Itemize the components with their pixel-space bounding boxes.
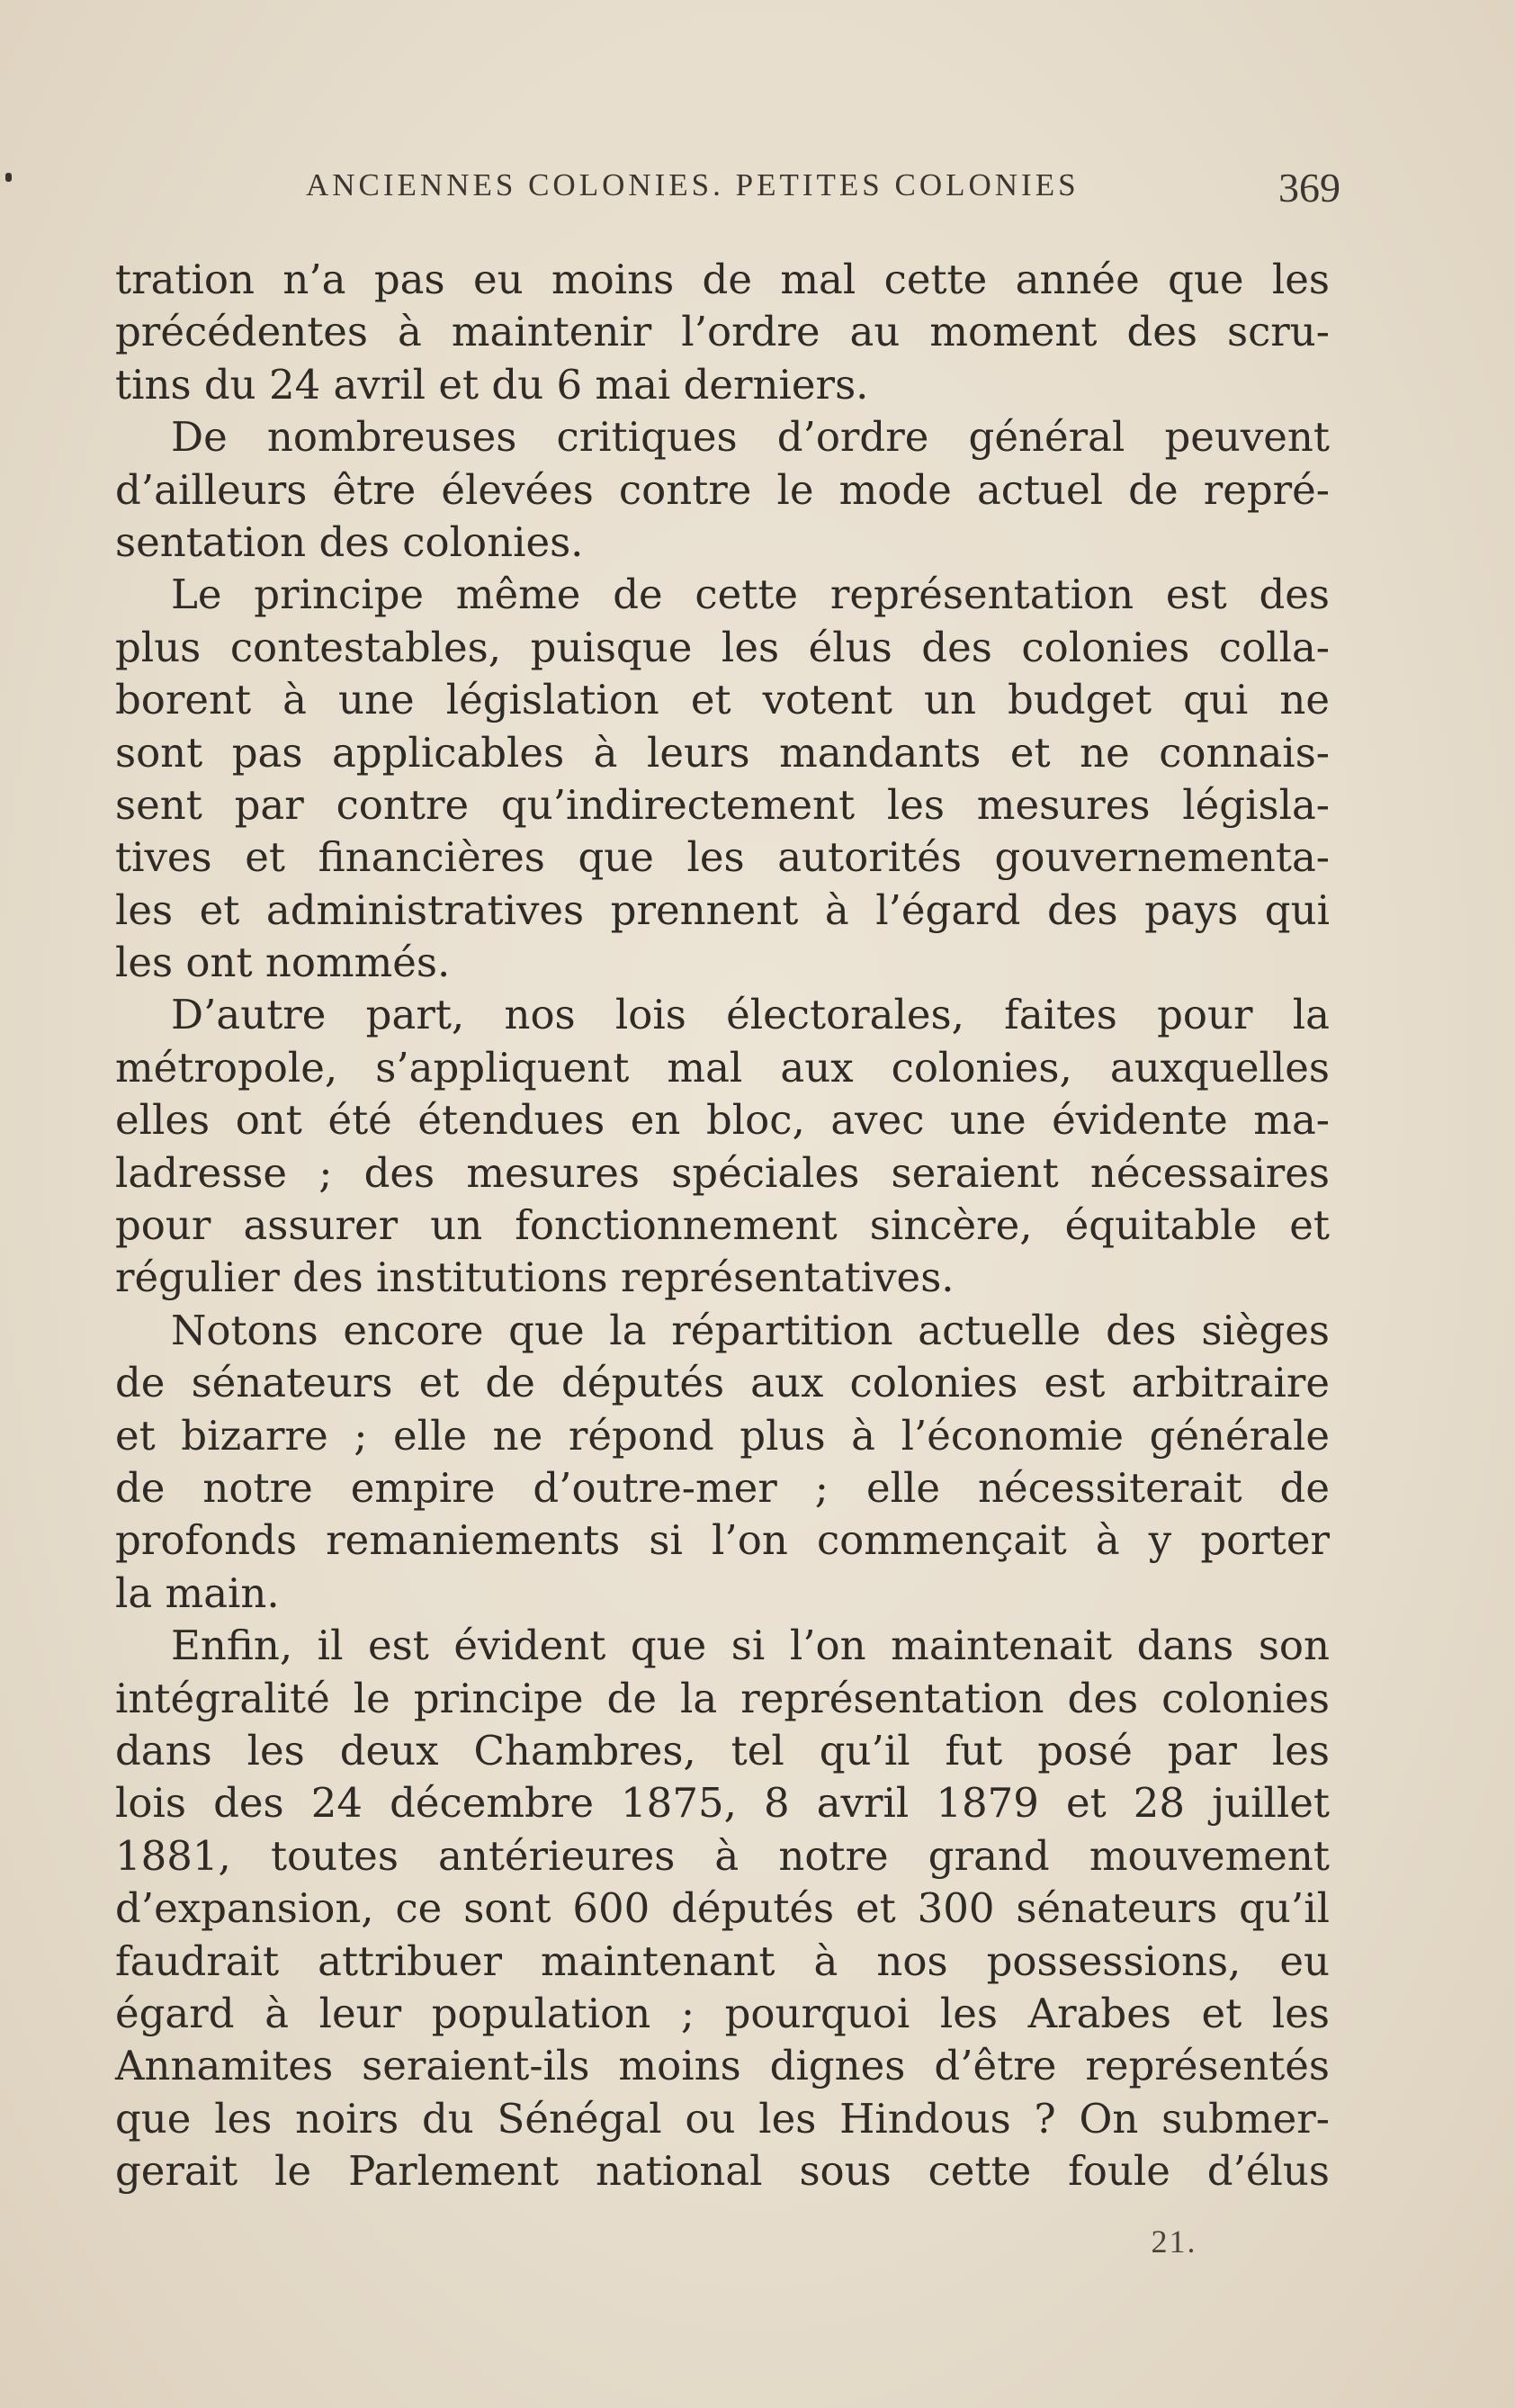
text-line: tins du 24 avril et du 6 mai derniers. [115,360,869,409]
text-line: ladresse ; des mesures spéciales seraient nécessaires [115,1148,1330,1197]
text-line: métropole, s’appliquent mal aux colonies, auxquelles [115,1043,1330,1092]
text-line: borent à une législation et votent un budget qui ne [115,676,1330,724]
text-line: gerait le Parlement national sous cette foule d’élus [115,2147,1330,2196]
text-line: Enfin, il est évident que si l’on maintenait dans son [171,1622,1330,1670]
text-line: tives et financières que les autorités gouvernementa- [115,833,1330,882]
text-line: D’autre part, nos lois électorales, faites pour la [171,991,1330,1039]
running-head [0,167,1515,221]
text-line: dans les deux Chambres, tel qu’il fut posé par les [115,1726,1330,1775]
text-line: plus contestables, puisque les élus des colonies colla- [115,623,1330,671]
text-line: sent par contre qu’indirectement les mesures législa- [115,780,1330,829]
text-line: Annamites seraient-ils moins dignes d’être représentés [115,2042,1330,2090]
text-line: pour assurer un fonctionnement sincère, équitable et [115,1201,1330,1250]
text-line: elles ont été étendues en bloc, avec une évidente ma- [115,1096,1330,1145]
text-line: de sénateurs et de députés aux colonies est arbitraire [115,1359,1330,1407]
page-number: 369 [1278,165,1340,211]
text-line: De nombreuses critiques d’ordre général peuvent [171,413,1330,462]
text-line: d’expansion, ce sont 600 députés et 300 sénateurs qu’il [115,1884,1330,1933]
text-line: profonds remaniements si l’on commençait à y porter [115,1516,1330,1565]
text-line: Notons encore que la répartition actuelle des sièges [171,1306,1330,1354]
text-line: de notre empire d’outre-mer ; elle nécessiterait de [115,1463,1330,1512]
text-line: et bizarre ; elle ne répond plus à l’économie générale [115,1411,1330,1460]
text-line: d’ailleurs être élevées contre le mode actuel de repré- [115,465,1330,514]
text-line: lois des 24 décembre 1875, 8 avril 1879 et 28 juillet [115,1779,1330,1828]
text-line: tration n’a pas eu moins de mal cette année que les [115,256,1330,303]
body-text [115,254,1330,2197]
text-line: les et administratives prennent à l’égard des pays qui [115,885,1330,934]
text-line: précédentes à maintenir l’ordre au moment des scru- [115,308,1330,356]
text-line: régulier des institutions représentatives. [115,1253,955,1302]
running-title: ANCIENNES COLONIES. PETITES COLONIES [306,167,1080,202]
text-line: les ont nommés. [115,939,451,987]
signature-mark: 21. [1151,2224,1197,2260]
text-line: Le principe même de cette représentation est des [171,571,1330,619]
text-line: sentation des colonies. [115,517,584,566]
text-line: égard à leur population ; pourquoi les Arabes et les [115,1989,1330,2037]
text-line: que les noirs du Sénégal ou les Hindous ? On submer- [115,2094,1330,2143]
text-line: intégralité le principe de la représentation des colonies [115,1674,1330,1722]
text-line: sont pas applicables à leurs mandants et ne connais- [115,728,1330,777]
text-line: faudrait attribuer maintenant à nos possessions, eu [115,1936,1330,1985]
text-line: 1881, toutes antérieures à notre grand mouvement [115,1831,1330,1880]
text-line: la main. [115,1568,280,1617]
